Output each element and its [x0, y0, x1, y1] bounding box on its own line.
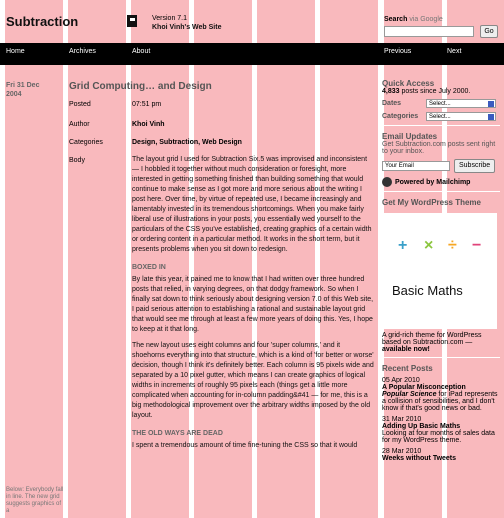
categories-select[interactable]: Select...	[426, 112, 496, 121]
dates-row	[382, 99, 500, 108]
nav-previous[interactable]: Previous	[384, 48, 412, 55]
nav-next[interactable]: Next	[447, 48, 462, 55]
recent-date: 31 Mar 2010	[382, 416, 422, 423]
recent-post-link[interactable]: Weeks without Tweets	[382, 455, 457, 462]
subscribe-button[interactable]: Subscribe	[454, 159, 495, 173]
post-body	[132, 155, 374, 457]
divider	[382, 191, 500, 192]
categories-links[interactable]: Design, Subtraction, Web Design	[132, 139, 242, 146]
recent-posts-heading: Recent Posts	[382, 364, 433, 373]
dates-label: Dates	[382, 100, 402, 107]
nav-archives[interactable]: Archives	[69, 48, 96, 55]
available-link[interactable]: available now!	[382, 346, 430, 353]
divider	[382, 357, 500, 358]
nav-about[interactable]: About	[132, 48, 151, 55]
author-link[interactable]: Khoi Vinh	[132, 121, 165, 128]
site-tagline	[152, 14, 221, 32]
nav-home[interactable]: Home	[6, 48, 25, 55]
body-paragraph: By late this year, it pained me to know that I had written over three hundred posts that relied, in varying degrees, on that dodgy framework. So when I finally sat down to think seriously about designing version 7.0 of this Web site, I paid serious attention to establishing a rational and sustainable layout grid that would see me through at least a few more years of doing this. Yes, I hope to keep at it that long.	[132, 276, 374, 333]
body-paragraph: The layout grid I used for Subtraction Six.5 was improvised and inconsistent — I hobbled it together without much consideration or foresight, more interested in getting something finished than building something that would continue to make sense as I got more and more serious about the writing I post here. Over time, by virtue of repeated use, I became increasingly and lamentably invested in its tremendous shortcomings. When you make fairly liberal use of illustrations in your posts, you essentially wed yourself to the particulars of the CSS you've established, creating graphics of a certain width or ordering content in a particular method. It works in the short term, but it presents problems when you sit down to redesign.	[132, 156, 372, 253]
recent-desc: Looking at four months of sales data for my WordPress theme.	[382, 430, 495, 444]
divider	[382, 125, 500, 126]
post-date: Fri 31 Dec 2004	[6, 82, 40, 98]
dates-select[interactable]: Select...	[426, 99, 496, 108]
sidebar	[382, 65, 500, 462]
plus-icon: +	[398, 237, 408, 254]
recent-post-link[interactable]: Adding Up Basic Maths	[382, 423, 461, 430]
main-content	[0, 65, 504, 518]
body-subheading: BOXED IN	[132, 264, 166, 271]
version-text: Version 7.1	[152, 15, 188, 22]
recent-desc: Popular Science for iPad represents a collision of sensibilities, and I don't know if that's good news or bad.	[382, 391, 498, 412]
body-label: Body	[69, 157, 85, 164]
email-row	[382, 159, 500, 173]
posted-value: 07:51 pm	[132, 101, 162, 108]
mailchimp-icon	[382, 177, 392, 187]
recent-date: 05 Apr 2010	[382, 377, 420, 384]
email-description: Get Subtraction.com posts sent right to your inbox.	[382, 141, 496, 155]
promo-title: Basic Maths	[392, 283, 463, 298]
quick-access-heading: Quick Access	[382, 79, 435, 88]
categories-label: Categories	[69, 139, 103, 146]
search-go-button[interactable]: Go	[480, 25, 498, 38]
basic-maths-promo-image[interactable]	[382, 213, 497, 329]
wordpress-theme-heading: Get My WordPress Theme	[382, 198, 481, 207]
posted-label: Posted	[69, 101, 91, 108]
minus-icon: −	[472, 237, 482, 254]
author-label: Author	[69, 121, 90, 128]
email-field[interactable]: Your Email	[382, 161, 450, 171]
wp-description: A grid-rich theme for WordPress based on Subtraction.com — available now!	[382, 332, 482, 353]
post-title[interactable]: Grid Computing… and Design	[69, 81, 212, 92]
main-navbar	[0, 43, 504, 65]
site-header	[0, 0, 504, 42]
search-label: Search via Google	[384, 16, 443, 23]
recent-post-link[interactable]: A Popular Misconception	[382, 384, 466, 391]
body-subheading: THE OLD WAYS ARE DEAD	[132, 430, 223, 437]
author-line: Khoi Vinh's Web Site	[152, 24, 222, 31]
grid-note: Below: Everybody fall in line. The new grid suggests graphics of a	[6, 487, 64, 514]
categories-select-label: Categories	[382, 113, 419, 120]
times-icon: ×	[424, 237, 434, 254]
site-title[interactable]: Subtraction	[6, 14, 79, 29]
recent-date: 28 Mar 2010	[382, 448, 422, 455]
email-updates-heading: Email Updates	[382, 132, 438, 141]
body-paragraph: The new layout uses eight columns and four 'super columns,' and it shoehorns everything into that structure, which is a kind of 'for better or worse' decision, though I think it's definitely better. Each column is 95 pixels wide and separated by a 10 pixel gutter, which means I can create graphics of logical widths in increments of roughly 95 pixels each (things get a little more complicated when accounting for in-column padding&#41 — for me, this is a big methodological improvement over the arbitrary widths imposed by the old layout.	[132, 342, 374, 419]
mailchimp-credit[interactable]: Powered by Mailchimp	[382, 177, 500, 187]
search-input[interactable]	[384, 26, 474, 37]
body-paragraph: I spent a tremendous amount of time fine-tuning the CSS so that it would	[132, 442, 358, 449]
divide-icon: ÷	[448, 237, 457, 254]
posts-count-line: 4,833 posts since July 2000.	[382, 88, 471, 95]
subtraction-logo-icon[interactable]	[127, 15, 137, 27]
categories-row	[382, 112, 500, 121]
